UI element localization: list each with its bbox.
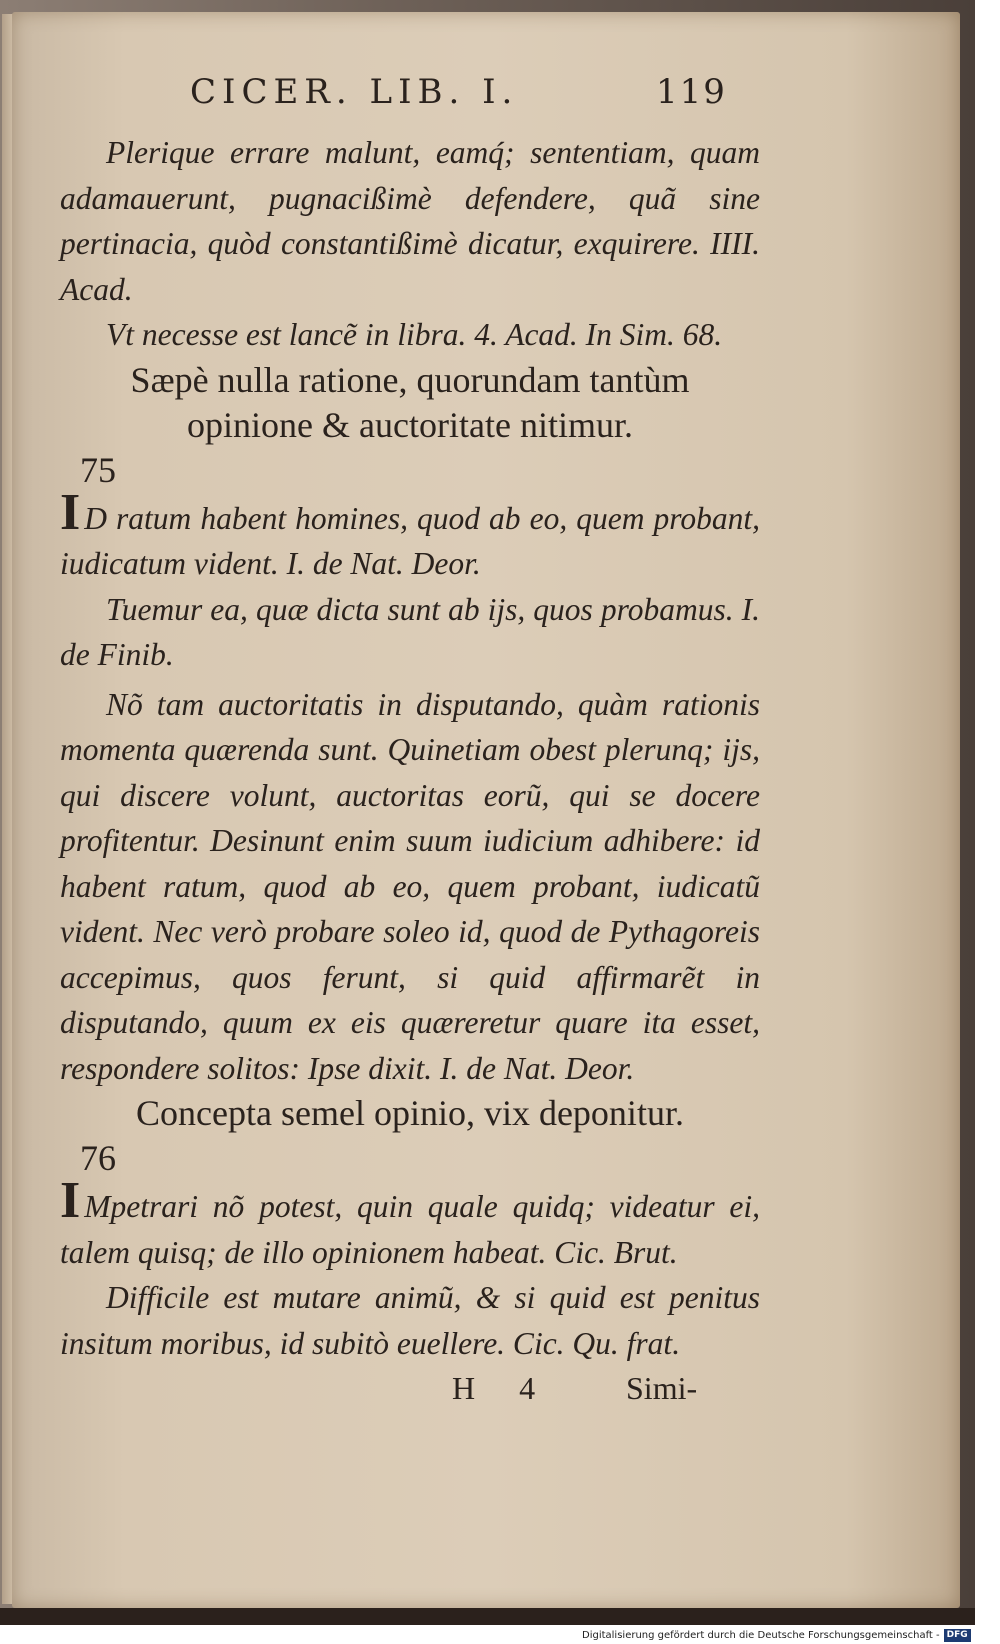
section-75-number: 75: [80, 449, 116, 490]
catchword: Simi-: [626, 1370, 698, 1406]
section-76-heading-wrap: [60, 1091, 760, 1181]
section-75-heading-wrap: [60, 358, 760, 493]
dropcap-75: I: [60, 483, 81, 541]
paragraph-plerique: Plerique errare malunt, eamq́; sententiam, quam adamauerunt, pugnacißimè defendere, quã sine pertinacia, quòd constantißimè dicatur, exquirere. IIII. Acad.: [60, 135, 760, 307]
section-75-heading-text: Sæpè nulla ratione, quorundam tantùm opinione & auctoritate nitimur.: [130, 359, 690, 445]
section-76-paragraph-2: Difficile est mutare animũ, & si quid est penitus insitum moribus, id subitò euellere. Cic. Qu. frat.: [60, 1280, 760, 1361]
signature-mark: H 4: [452, 1370, 554, 1406]
section-76-heading-text: Concepta semel opinio, vix deponitur.: [136, 1093, 684, 1133]
section-75-paragraph-3: Nõ tam auctoritatis in disputando, quàm rationis momenta quærenda sunt. Quinetiam obest plerunq; ijs, qui discere volunt, auctoritas eorũ, qui se docere profitentur. Desinunt enim suum iudicium adhibere: id habent ratum, quod ab eo, quem probant, iudicatũ vident. Nec verò probare soleo id, quod de Pythagoreis accepimus, quos ferunt, si quid affirmarẽt in disputando, quum ex eis quæreretur quare ita esset, respondere solitos: Ipse dixit. I. de Nat. Deor.: [60, 686, 760, 1086]
catchline: [60, 1370, 760, 1422]
section-76-paragraph-1: [60, 1172, 760, 1275]
scan-mount-bottom: [0, 1608, 975, 1625]
page-number: 119: [656, 72, 727, 112]
dropcap-76: I: [60, 1172, 81, 1229]
section-76-number: 76: [80, 1138, 116, 1178]
paragraph-vt-necesse: Vt necesse est lancẽ in libra. 4. Acad. In Sim. 68.: [106, 317, 723, 352]
running-head-title: CICER. LIB. I.: [190, 72, 519, 112]
section-75-paragraph-2: Tuemur ea, quæ dicta sunt ab ijs, quos probamus. I. de Finib.: [60, 591, 760, 672]
section-75-heading: [60, 358, 760, 448]
section-76-heading: [60, 1091, 760, 1136]
running-head: [60, 72, 760, 130]
section-75-paragraph-1: [60, 483, 760, 587]
section-76-paragraph-1-text: Mpetrari nõ potest, quin quale quidq; videatur ei, talem quisq; de illo opinionem habeat. Cic. Brut.: [60, 1189, 760, 1270]
page-text: [60, 72, 760, 1422]
footer-text: Digitalisierung gefördert durch die Deutsche Forschungsgemeinschaft -: [582, 1630, 940, 1641]
section-75-paragraph-1-text: D ratum habent homines, quod ab eo, quem probant, iudicatum vident. I. de Nat. Deor.: [60, 500, 760, 581]
digitization-footer: [582, 1627, 982, 1644]
dfg-logo-icon: DFG: [944, 1629, 971, 1642]
